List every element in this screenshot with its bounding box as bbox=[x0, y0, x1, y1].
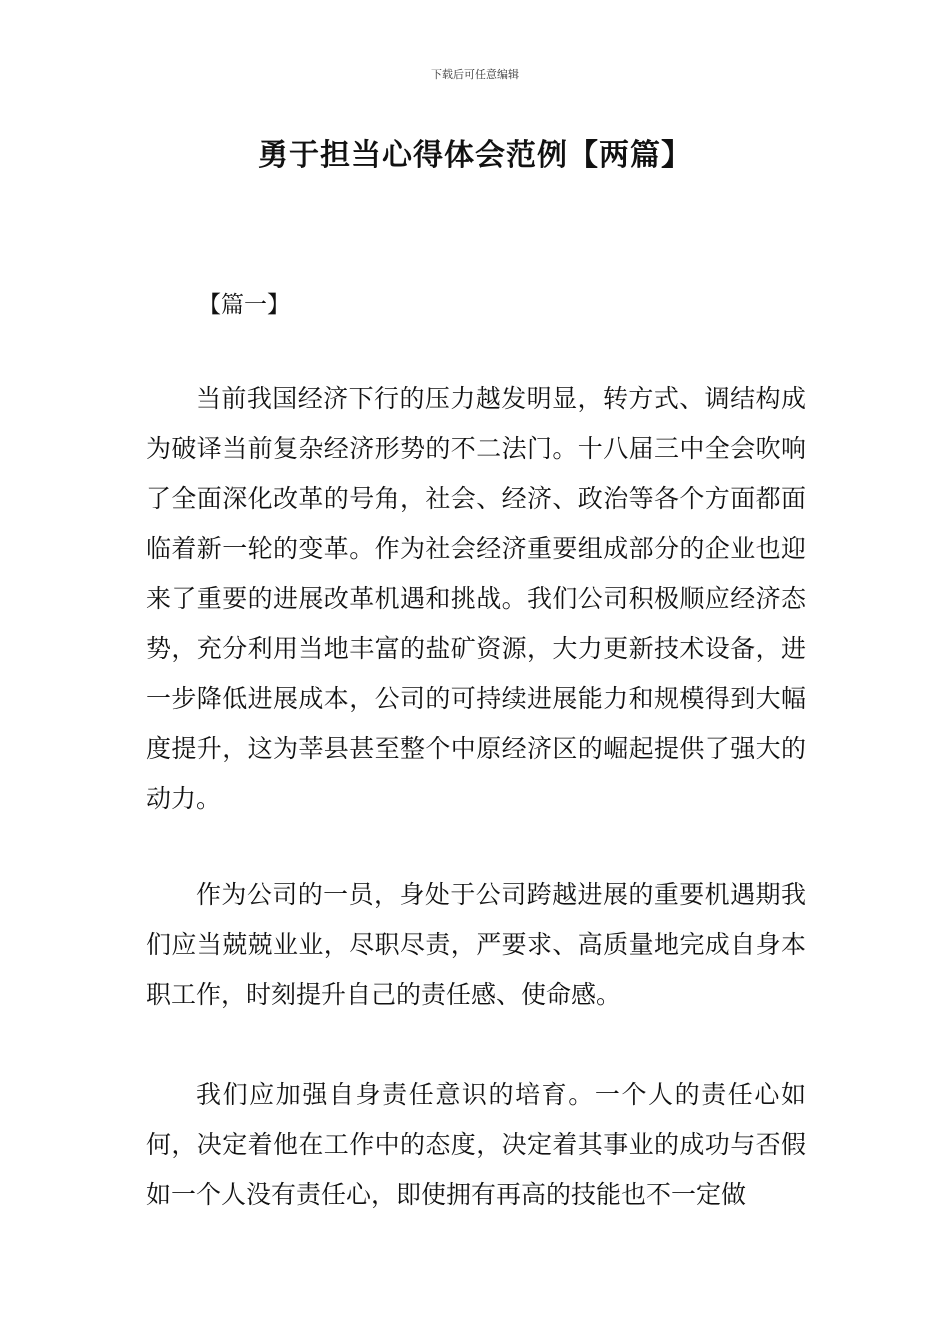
section-label: 【篇一】 bbox=[198, 292, 290, 318]
paragraph-2: 作为公司的一员，身处于公司跨越进展的重要机遇期我们应当兢兢业业，尽职尽责，严要求、高质量地完成自身本职工作，时刻提升自己的责任感、使命感。 bbox=[146, 880, 806, 1009]
paragraph-3: 我们应加强自身责任意识的培育。一个人的责任心如何，决定着他在工作中的态度，决定着其事业的成功与否假如一个人没有责任心，即使拥有再高的技能也不一定做 bbox=[146, 1080, 806, 1209]
header-note: 下载后可任意编辑 bbox=[431, 68, 519, 81]
document-title: 勇于担当心得体会范例【两篇】 bbox=[258, 138, 692, 173]
paragraph-1: 当前我国经济下行的压力越发明显，转方式、调结构成为破译当前复杂经济形势的不二法门。十八届三中全会吹响了全面深化改革的号角，社会、经济、政治等各个方面都面临着新一轮的变革。作为社会经济重要组成部分的企业也迎来了重要的进展改革机遇和挑战。我们公司积极顺应经济态势，充分利用当地丰富的盐矿资源，大力更新技术设备，进一步降低进展成本，公司的可持续进展能力和规模得到大幅度提升，这为莘县甚至整个中原经济区的崛起提供了强大的动力。 bbox=[146, 384, 806, 813]
